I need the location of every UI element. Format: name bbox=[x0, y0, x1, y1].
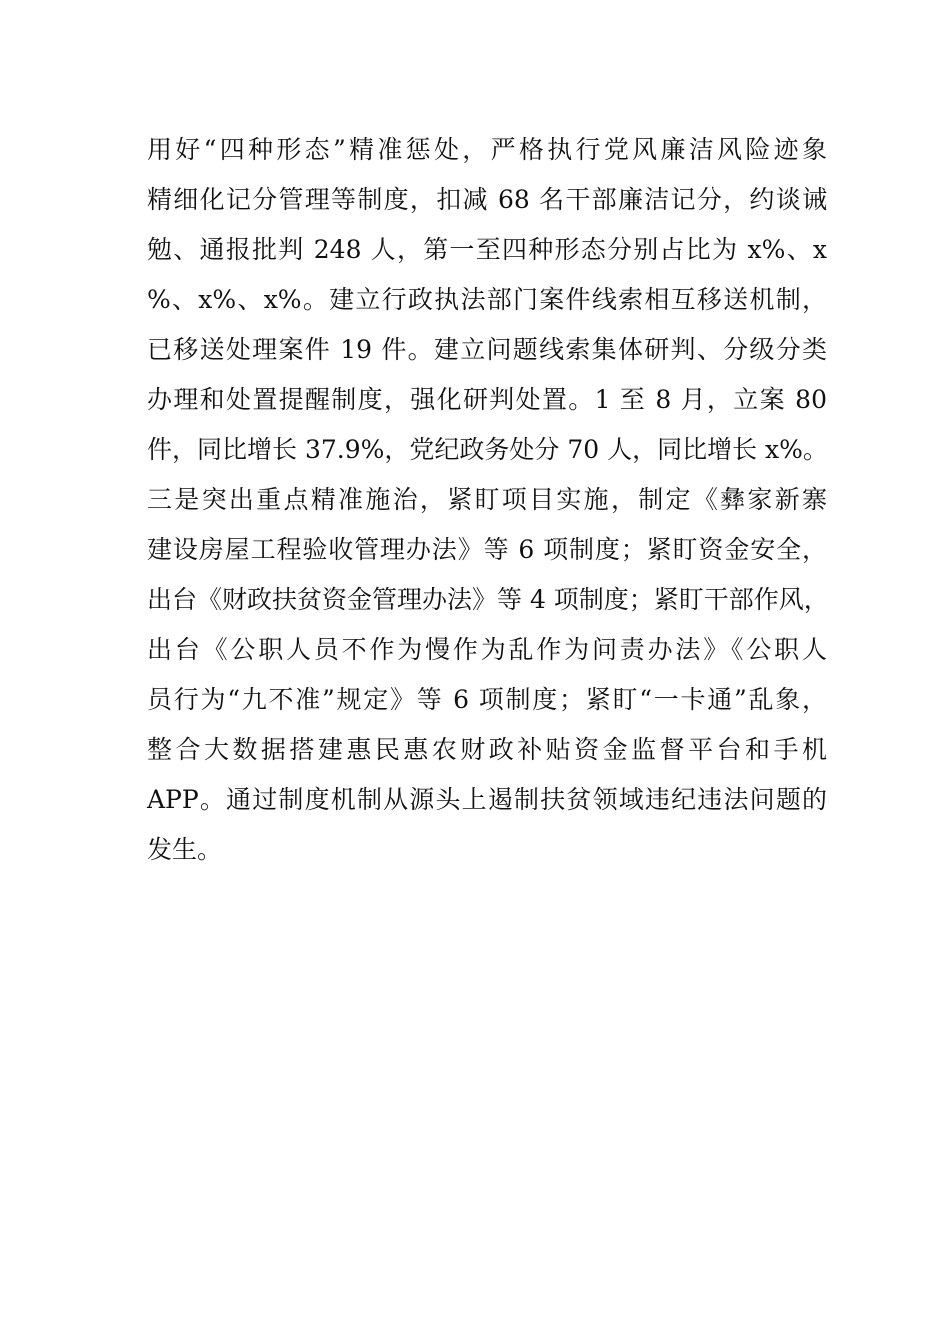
text-line: 整合大数据搭建惠民惠农财政补贴资金监督平台和手机 bbox=[147, 735, 827, 764]
text-line: 出台《公职人员不作为慢作为乱作为问责办法》《公职人 bbox=[147, 635, 827, 664]
text-line: 件，同比增长 37.9%，党纪政务处分 70 人，同比增长 x%。 bbox=[147, 435, 828, 464]
text-line: 已移送处理案件 19 件。建立问题线索集体研判、分级分类 bbox=[147, 335, 827, 364]
text-line: %、x%、x%。建立行政执法部门案件线索相互移送机制， bbox=[147, 285, 827, 314]
text-line: APP。通过制度机制从源头上遏制扶贫领域违纪违法问题的 bbox=[147, 785, 827, 814]
text-line: 精细化记分管理等制度，扣减 68 名干部廉洁记分，约谈诫 bbox=[147, 185, 827, 214]
text-line: 办理和处置提醒制度，强化研判处置。1 至 8 月，立案 80 bbox=[147, 385, 827, 414]
text-line: 勉、通报批判 248 人，第一至四种形态分别占比为 x%、x bbox=[147, 235, 827, 264]
text-line: 建设房屋工程验收管理办法》等 6 项制度；紧盯资金安全， bbox=[147, 535, 827, 564]
text-line: 三是突出重点精准施治，紧盯项目实施，制定《彝家新寨 bbox=[147, 485, 827, 514]
body-paragraph bbox=[147, 125, 827, 875]
text-line: 出台《财政扶贫资金管理办法》等 4 项制度；紧盯干部作风， bbox=[147, 585, 829, 614]
text-line: 员行为“九不准”规定》等 6 项制度；紧盯“一卡通”乱象， bbox=[147, 685, 827, 714]
text-line: 发生。 bbox=[147, 835, 223, 864]
text-line: 用好“四种形态”精准惩处，严格执行党风廉洁风险迹象 bbox=[147, 135, 827, 164]
